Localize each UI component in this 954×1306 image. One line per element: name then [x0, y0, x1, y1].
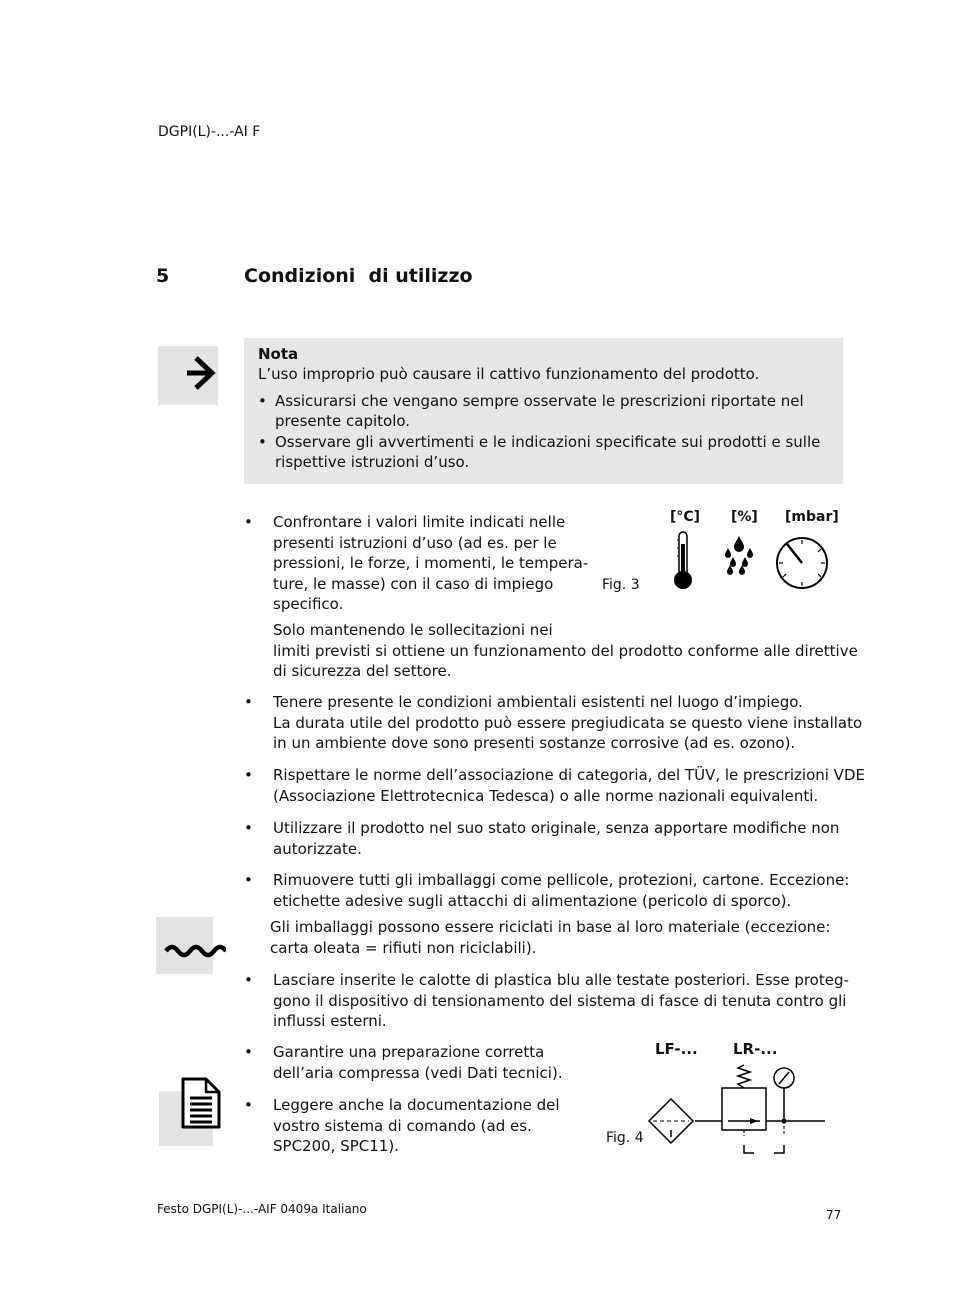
bullet-symbol: • [244, 819, 253, 837]
list-item-line: dell’aria compressa (vedi Dati tecnici). [273, 1063, 563, 1082]
section-number: 5 [156, 265, 170, 287]
list-item-4 [273, 818, 839, 859]
note-bullet-symbol: • [258, 433, 267, 451]
fig4-label-regulator: LR-... [733, 1040, 778, 1058]
list-item-1 [273, 512, 588, 615]
bullet-symbol: • [244, 1043, 253, 1061]
list-item-line: etichette adesive sugli attacchi di alimentazione (pericolo di sporco). [273, 891, 792, 910]
list-item-line: gono il dispositivo di tensionamento del sistema di fasce di tenuta contro gli [273, 991, 847, 1010]
list-item-line: pressioni, le forze, i momenti, le tempera- [273, 554, 589, 572]
bullet-symbol: • [244, 766, 253, 784]
list-item-line: (Associazione Elettrotecnica Tedesca) o alle norme nazionali equivalenti. [273, 786, 819, 805]
recycle-note [270, 917, 830, 958]
section-title: Condizioni di utilizzo [244, 265, 473, 287]
pneumatic-diagram [640, 1060, 830, 1160]
gauge-icon [774, 535, 830, 591]
list-item-line: Leggere anche la documentazione del [273, 1096, 560, 1114]
page-number: 77 [826, 1208, 842, 1222]
recycle-note-line: carta oleata = rifiuti non riciclabili). [270, 938, 537, 957]
list-item-7 [273, 1042, 563, 1083]
list-item-8 [273, 1095, 560, 1157]
list-item-line: di sicurezza del settore. [273, 662, 452, 680]
list-item-line: ture, le masse) con il caso di impiego [273, 574, 554, 593]
fig3-caption: Fig. 3 [602, 577, 640, 593]
list-item-5 [273, 870, 849, 911]
list-item-line: presenti istruzioni d’uso (ad es. per le [273, 533, 557, 552]
list-item-line: Rispettare le norme dell’associazione di categoria, del TÜV, le prescrizioni VDE [273, 766, 865, 784]
fig3-unit-temperature: [°C] [670, 509, 701, 525]
list-item-3 [273, 765, 865, 806]
fig4-caption: Fig. 4 [606, 1130, 644, 1146]
bullet-symbol: • [244, 971, 253, 989]
note-bullet-1-line1: Assicurarsi che vengano sempre osservate le prescrizioni riportate nel [275, 392, 804, 410]
note-bullet-symbol: • [258, 392, 267, 410]
list-item-6 [273, 970, 849, 1032]
list-item-line: Lasciare inserite le calotte di plastica blu alle testate posteriori. Esse proteg- [273, 971, 849, 989]
fig3-unit-humidity: [%] [731, 509, 758, 525]
list-item-line: Solo mantenendo le sollecitazioni nei [273, 621, 553, 639]
list-item-line: Garantire una preparazione corretta [273, 1043, 545, 1061]
list-item-1-followup [273, 620, 858, 682]
recycle-icon-box [156, 917, 213, 974]
arrow-right-icon [158, 346, 218, 405]
list-item-line: Tenere presente le condizioni ambientali esistenti nel luogo d’impiego. [273, 693, 803, 711]
list-item-line: in un ambiente dove sono presenti sostanze corrosive (ad es. ozono). [273, 734, 796, 752]
filter-symbol-icon [649, 1099, 693, 1143]
document-icon [180, 1076, 222, 1130]
list-item-line: vostro sistema di comando (ad es. [273, 1116, 532, 1135]
list-item-line: limiti previsti si ottiene un funzionamento del prodotto conforme alle direttive [273, 641, 858, 660]
note-title: Nota [258, 345, 299, 363]
fig3-unit-pressure: [mbar] [785, 509, 839, 525]
note-intro: L’uso improprio può causare il cattivo funzionamento del prodotto. [258, 365, 760, 383]
footer-doc-info: Festo DGPI(L)-...-AIF 0409a Italiano [157, 1202, 367, 1216]
note-bullet-1-line2: presente capitolo. [275, 412, 411, 430]
fig4-label-filter: LF-... [655, 1040, 698, 1058]
bullet-symbol: • [244, 693, 253, 711]
list-item-line: influssi esterni. [273, 1012, 387, 1030]
bullet-symbol: • [244, 871, 253, 889]
bullet-symbol: • [244, 1096, 253, 1114]
header-doc-code: DGPI(L)-...-AI F [158, 124, 261, 140]
list-item-line: Confrontare i valori limite indicati nelle [273, 513, 566, 531]
list-item-line: specifico. [273, 595, 344, 613]
droplets-icon [722, 534, 756, 576]
list-item-line: autorizzate. [273, 839, 362, 858]
list-item-line: Rimuovere tutti gli imballaggi come pellicole, protezioni, cartone. Eccezione: [273, 871, 850, 889]
list-item-line: La durata utile del prodotto può essere pregiudicata se questo viene installato [273, 713, 863, 732]
list-item-line: SPC200, SPC11). [273, 1137, 399, 1155]
bullet-symbol: • [244, 513, 253, 531]
note-icon-box [158, 346, 218, 405]
list-item-line: Utilizzare il prodotto nel suo stato originale, senza apportare modifiche non [273, 819, 840, 837]
regulator-symbol-icon [722, 1065, 794, 1153]
note-bullet-2-line2: rispettive istruzioni d’uso. [275, 453, 470, 471]
thermometer-icon [668, 528, 698, 592]
note-bullet-2-line1: Osservare gli avvertimenti e le indicazioni specificate sui prodotti e sulle [275, 433, 821, 451]
recycle-note-line: Gli imballaggi possono essere riciclati in base al loro materiale (eccezione: [270, 918, 831, 936]
list-item-2 [273, 692, 862, 754]
recycling-wave-icon [156, 917, 226, 974]
